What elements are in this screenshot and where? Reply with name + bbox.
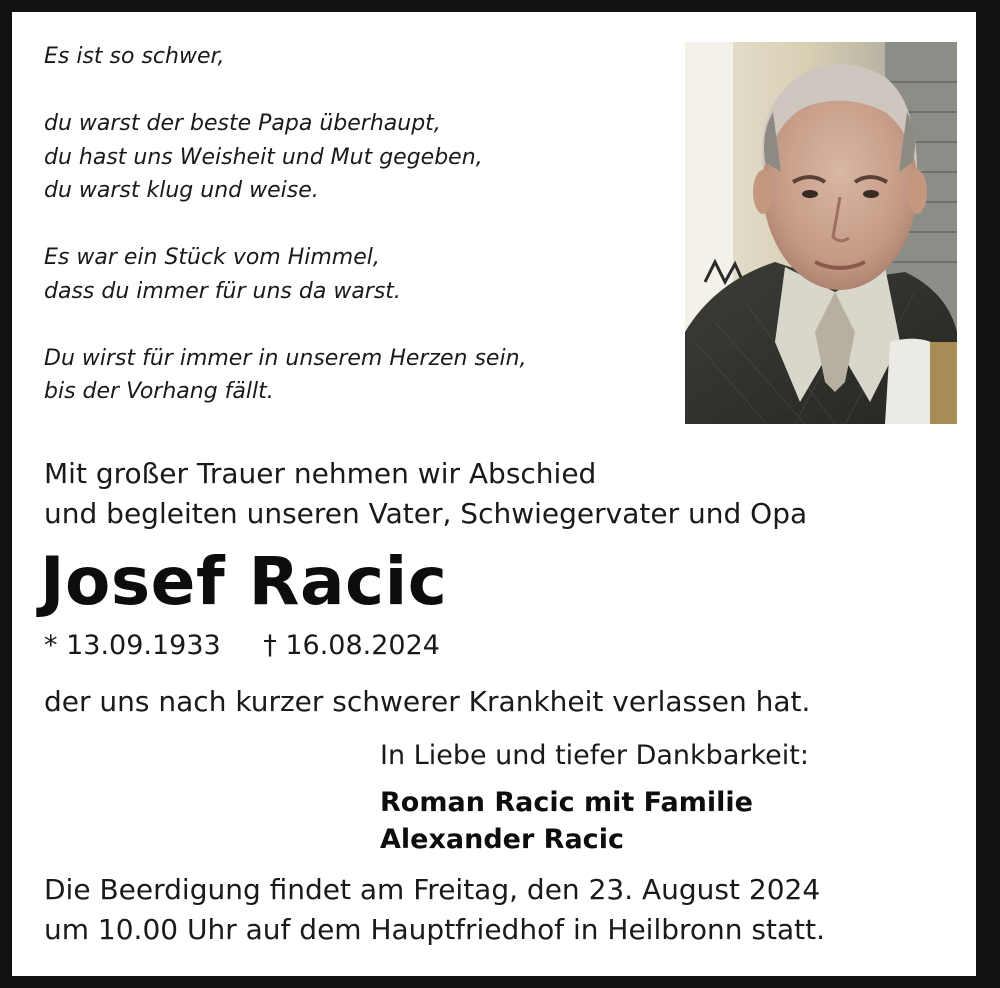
poem-line: du warst klug und weise.: [44, 178, 319, 203]
intro-line: Mit großer Trauer nehmen wir Abschied: [44, 457, 597, 490]
birth-date: * 13.09.1933: [44, 630, 221, 661]
family-names: [380, 784, 753, 858]
portrait-image: [685, 42, 957, 424]
death-date: † 16.08.2024: [263, 630, 440, 661]
intro-text: [44, 454, 807, 534]
family-line: Roman Racic mit Familie: [380, 787, 753, 818]
poem-stanza: [44, 342, 664, 409]
poem-line: Du wirst für immer in unserem Herzen sein,: [44, 345, 527, 371]
poem-line: Es ist so schwer,: [44, 44, 225, 69]
poem-line: bis der Vorhang fällt.: [44, 379, 274, 404]
poem-line: du hast uns Weisheit und Mut gegeben,: [44, 144, 483, 170]
funeral-notice: [44, 870, 825, 950]
poem-stanza: [44, 241, 664, 308]
thanks-text: In Liebe und tiefer Dankbarkeit:: [380, 740, 809, 771]
poem-line: du warst der beste Papa überhaupt,: [44, 111, 441, 136]
poem-line: Es war ein Stück vom Himmel,: [44, 245, 380, 270]
family-line: Alexander Racic: [380, 824, 624, 855]
life-dates: [44, 626, 440, 666]
deceased-name: Josef Racic: [40, 543, 448, 620]
poem: [44, 40, 664, 409]
poem-line: dass du immer für uns da warst.: [44, 278, 401, 304]
passed-text: der uns nach kurzer schwerer Krankheit verlassen hat.: [44, 685, 811, 718]
funeral-line: um 10.00 Uhr auf dem Hauptfriedhof in Heilbronn statt.: [44, 913, 826, 946]
obituary-card: [12, 12, 976, 976]
funeral-line: Die Beerdigung findet am Freitag, den 23. August 2024: [44, 873, 821, 906]
portrait-photo: [685, 42, 957, 424]
poem-stanza: [44, 107, 664, 208]
intro-line: und begleiten unseren Vater, Schwiegervater und Opa: [44, 497, 808, 530]
poem-stanza: [44, 40, 664, 74]
